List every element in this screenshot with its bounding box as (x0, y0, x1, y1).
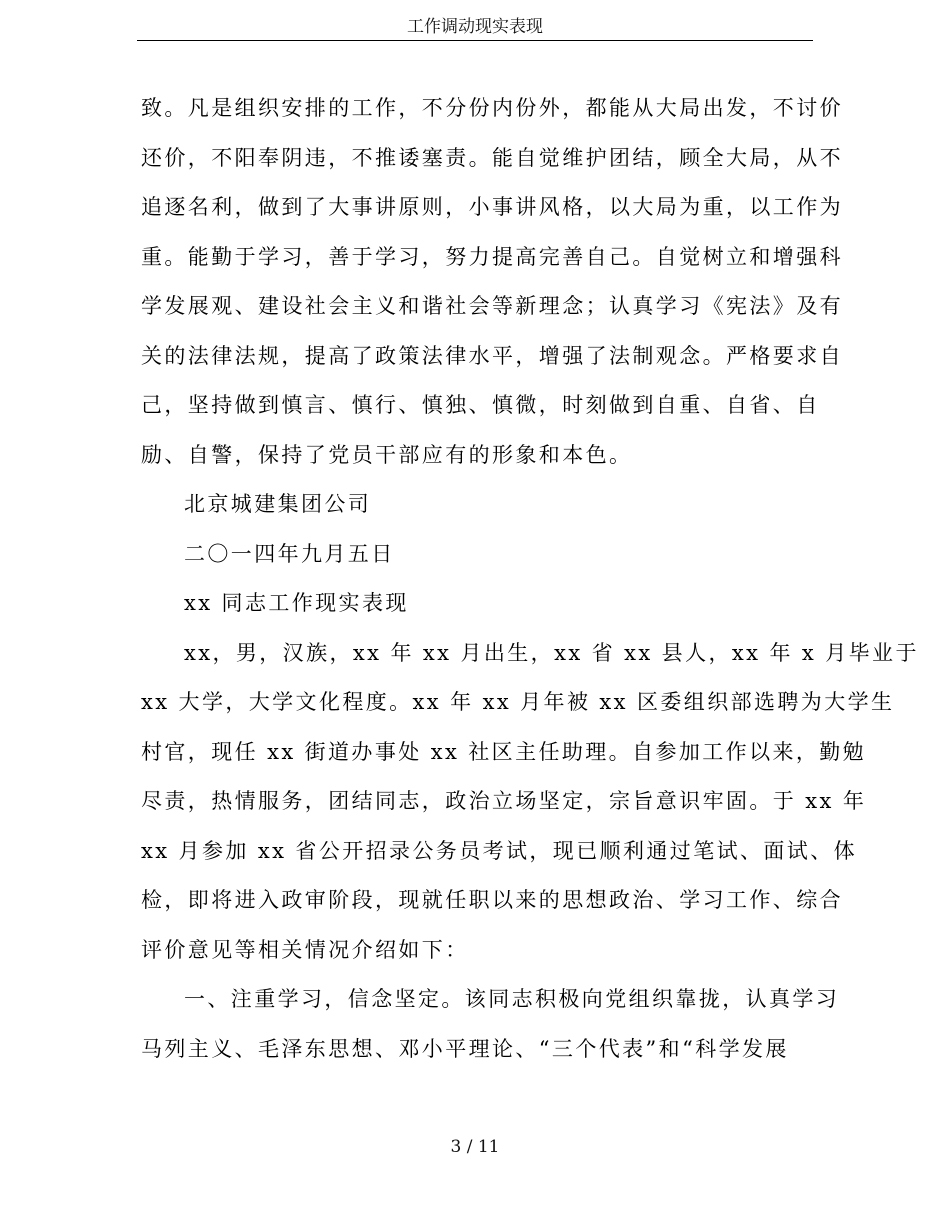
text-line: 马列主义、毛泽东思想、邓小平理论、“三个代表”和“科学发展 (141, 1036, 789, 1061)
page-header (137, 12, 813, 41)
company-name: 北京城建集团公司 (184, 492, 372, 516)
text-line: 村官，现任 xx 街道办事处 xx 社区主任助理。自参加工作以来，勤勉 (141, 739, 867, 764)
text-line: xx，男，汉族，xx 年 xx 月出生，xx 省 xx 县人，xx 年 x 月毕业于 (184, 640, 919, 665)
text-line: xx 月参加 xx 省公开招录公务员考试，现已顺利通过笔试、面试、体 (141, 838, 857, 863)
page-number: 3 / 11 (450, 1137, 500, 1157)
text-line: 致。凡是组织安排的工作，不分份内份外，都能从大局出发，不讨价 (141, 96, 843, 120)
text-line: 重。能勤于学习，善于学习，努力提高完善自己。自觉树立和增强科 (141, 244, 843, 269)
document-date: 二〇一四年九月五日 (184, 541, 395, 566)
section-title: xx 同志工作现实表现 (184, 591, 409, 615)
text-line: 评价意见等相关情况介绍如下： (141, 937, 469, 962)
body-text (141, 88, 919, 1078)
text-line: 还价，不阳奉阴违，不推诿塞责。能自觉维护团结，顾全大局，从不 (141, 145, 843, 170)
text-line: 追逐名利，做到了大事讲原则，小事讲风格，以大局为重，以工作为 (141, 195, 843, 219)
text-line: 检，即将进入政审阶段，现就任职以来的思想政治、学习工作、综合 (141, 888, 843, 912)
document-title: 工作调动现实表现 (407, 17, 543, 37)
text-line: 尽责，热情服务，团结同志，政治立场坚定，宗旨意识牢固。于 xx 年 (141, 789, 867, 813)
text-line: 一、注重学习，信念坚定。该同志积极向党组织靠拢，认真学习 (184, 987, 840, 1011)
text-line: 励、自警，保持了党员干部应有的形象和本色。 (141, 442, 633, 467)
text-line: 己，坚持做到慎言、慎行、慎独、慎微，时刻做到自重、自省、自 (141, 393, 820, 417)
text-line: xx 大学，大学文化程度。xx 年 xx 月年被 xx 区委组织部选聘为大学生 (141, 690, 895, 714)
text-line: 学发展观、建设社会主义和谐社会等新理念；认真学习《宪法》及有 (141, 294, 843, 318)
text-line: 关的法律法规，提高了政策法律水平，增强了法制观念。严格要求自 (141, 343, 843, 368)
